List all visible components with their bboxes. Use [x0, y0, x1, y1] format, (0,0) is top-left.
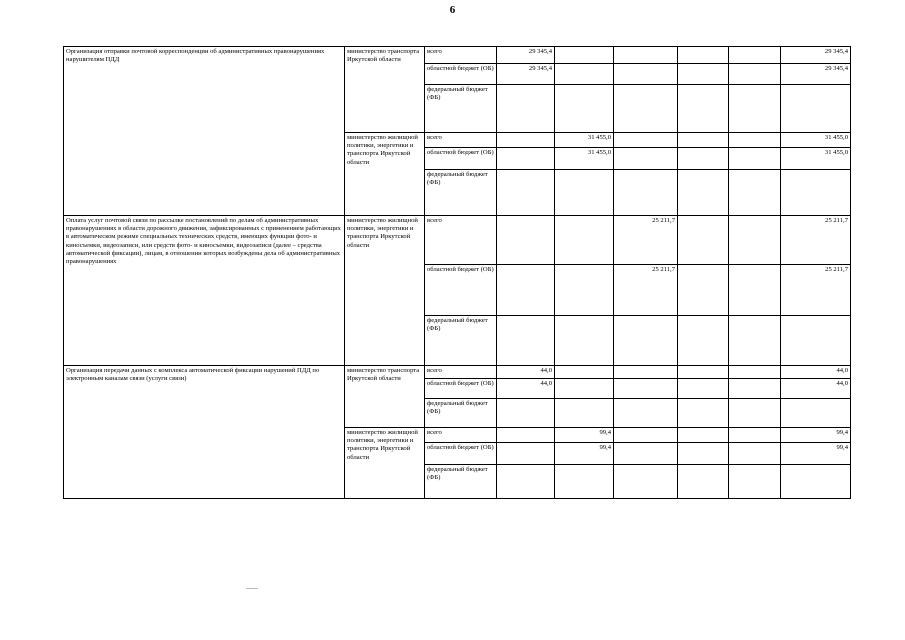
total-amount-cell: 44,0	[781, 366, 851, 379]
amount-cell	[678, 64, 729, 85]
amount-cell	[678, 170, 729, 216]
amount-cell	[729, 316, 781, 366]
amount-cell	[497, 316, 555, 366]
amount-cell	[729, 465, 781, 499]
funding-source-cell: федеральный бюджет (ФБ)	[425, 399, 497, 428]
amount-cell: 25 211,7	[614, 216, 678, 265]
amount-cell	[678, 148, 729, 170]
amount-cell	[555, 216, 614, 265]
total-amount-cell: 44,0	[781, 379, 851, 399]
amount-cell	[678, 265, 729, 316]
amount-cell	[555, 265, 614, 316]
funding-source-cell: всего	[425, 366, 497, 379]
funding-source-cell: областной бюджет (ОБ)	[425, 379, 497, 399]
amount-cell	[614, 366, 678, 379]
amount-cell: 44,0	[497, 366, 555, 379]
amount-cell	[614, 465, 678, 499]
amount-cell	[555, 47, 614, 64]
executor-cell: министерство транспорта Иркутской области	[345, 366, 425, 428]
amount-cell	[729, 265, 781, 316]
funding-source-cell: всего	[425, 47, 497, 64]
amount-cell	[678, 465, 729, 499]
amount-cell	[729, 379, 781, 399]
amount-cell	[614, 148, 678, 170]
amount-cell: 44,0	[497, 379, 555, 399]
amount-cell	[729, 366, 781, 379]
amount-cell: 99,4	[555, 443, 614, 465]
funding-source-cell: областной бюджет (ОБ)	[425, 265, 497, 316]
amount-cell	[729, 399, 781, 428]
budget-table-body	[64, 47, 851, 499]
table-row	[64, 366, 851, 379]
amount-cell	[497, 148, 555, 170]
total-amount-cell: 31 455,0	[781, 148, 851, 170]
amount-cell	[497, 265, 555, 316]
funding-source-cell: областной бюджет (ОБ)	[425, 64, 497, 85]
amount-cell	[555, 465, 614, 499]
total-amount-cell	[781, 465, 851, 499]
amount-cell	[614, 379, 678, 399]
amount-cell	[729, 428, 781, 443]
total-amount-cell: 31 455,0	[781, 133, 851, 148]
amount-cell	[497, 399, 555, 428]
amount-cell: 25 211,7	[614, 265, 678, 316]
activity-name-cell: Оплата услуг почтовой связи по рассылке постановлений по делам об административных правонарушениях в области дорожного движения, зафиксированных с применением работающих в автоматическом режиме специальных технических средств, имеющих функции фото- и киносъемки, видеозаписи, или средств фото- и киносъемки, видеозаписи (далее – средства автоматической фиксации), лицам, в отношении которых возбуждены дела об административных правонарушениях	[64, 216, 345, 366]
budget-table	[63, 46, 851, 499]
amount-cell	[678, 379, 729, 399]
amount-cell	[614, 399, 678, 428]
total-amount-cell: 25 211,7	[781, 265, 851, 316]
amount-cell	[614, 64, 678, 85]
amount-cell	[614, 47, 678, 64]
executor-cell: министерство жилищной политики, энергетики и транспорта Иркутской области	[345, 428, 425, 499]
amount-cell	[678, 428, 729, 443]
amount-cell	[614, 316, 678, 366]
amount-cell	[614, 85, 678, 133]
amount-cell	[555, 64, 614, 85]
amount-cell	[555, 170, 614, 216]
amount-cell	[678, 399, 729, 428]
amount-cell	[497, 133, 555, 148]
amount-cell	[678, 216, 729, 265]
total-amount-cell: 29 345,4	[781, 47, 851, 64]
amount-cell	[729, 216, 781, 265]
amount-cell	[678, 133, 729, 148]
funding-source-cell: федеральный бюджет (ФБ)	[425, 465, 497, 499]
funding-source-cell: федеральный бюджет (ФБ)	[425, 170, 497, 216]
total-amount-cell	[781, 399, 851, 428]
amount-cell	[729, 133, 781, 148]
amount-cell	[497, 170, 555, 216]
funding-source-cell: федеральный бюджет (ФБ)	[425, 316, 497, 366]
amount-cell	[729, 85, 781, 133]
amount-cell	[555, 366, 614, 379]
amount-cell: 31 455,0	[555, 133, 614, 148]
amount-cell	[555, 316, 614, 366]
amount-cell	[614, 133, 678, 148]
table-row	[64, 216, 851, 265]
amount-cell	[729, 170, 781, 216]
amount-cell	[555, 399, 614, 428]
amount-cell: 29 345,4	[497, 64, 555, 85]
amount-cell	[614, 170, 678, 216]
amount-cell	[729, 148, 781, 170]
activity-name-cell: Организация передачи данных с комплекса автоматической фиксации нарушений ПДД по электронным каналам связи (услуги связи)	[64, 366, 345, 499]
page-number: 6	[449, 4, 456, 16]
total-amount-cell: 25 211,7	[781, 216, 851, 265]
amount-cell	[555, 379, 614, 399]
funding-source-cell: областной бюджет (ОБ)	[425, 443, 497, 465]
amount-cell	[497, 216, 555, 265]
total-amount-cell: 99,4	[781, 428, 851, 443]
executor-cell: министерство жилищной политики, энергетики и транспорта Иркутской области	[345, 133, 425, 216]
total-amount-cell	[781, 170, 851, 216]
amount-cell: 99,4	[555, 428, 614, 443]
amount-cell	[497, 443, 555, 465]
amount-cell	[678, 316, 729, 366]
funding-source-cell: всего	[425, 428, 497, 443]
amount-cell	[729, 443, 781, 465]
scan-mark	[246, 588, 258, 590]
amount-cell	[614, 443, 678, 465]
funding-source-cell: всего	[425, 216, 497, 265]
amount-cell	[729, 47, 781, 64]
total-amount-cell: 99,4	[781, 443, 851, 465]
amount-cell	[614, 428, 678, 443]
amount-cell	[497, 85, 555, 133]
amount-cell	[678, 85, 729, 133]
amount-cell	[678, 366, 729, 379]
total-amount-cell	[781, 316, 851, 366]
amount-cell	[678, 443, 729, 465]
amount-cell	[678, 47, 729, 64]
executor-cell: министерство жилищной политики, энергетики и транспорта Иркутской области	[345, 216, 425, 366]
activity-name-cell: Организация отправки почтовой корреспонденции об административных правонарушениях нарушителям ПДД	[64, 47, 345, 216]
amount-cell	[555, 85, 614, 133]
total-amount-cell: 29 345,4	[781, 64, 851, 85]
funding-source-cell: федеральный бюджет (ФБ)	[425, 85, 497, 133]
amount-cell	[497, 428, 555, 443]
funding-source-cell: всего	[425, 133, 497, 148]
funding-source-cell: областной бюджет (ОБ)	[425, 148, 497, 170]
executor-cell: министерство транспорта Иркутской области	[345, 47, 425, 133]
amount-cell	[497, 465, 555, 499]
amount-cell: 29 345,4	[497, 47, 555, 64]
total-amount-cell	[781, 85, 851, 133]
amount-cell: 31 455,0	[555, 148, 614, 170]
amount-cell	[729, 64, 781, 85]
table-row	[64, 47, 851, 64]
